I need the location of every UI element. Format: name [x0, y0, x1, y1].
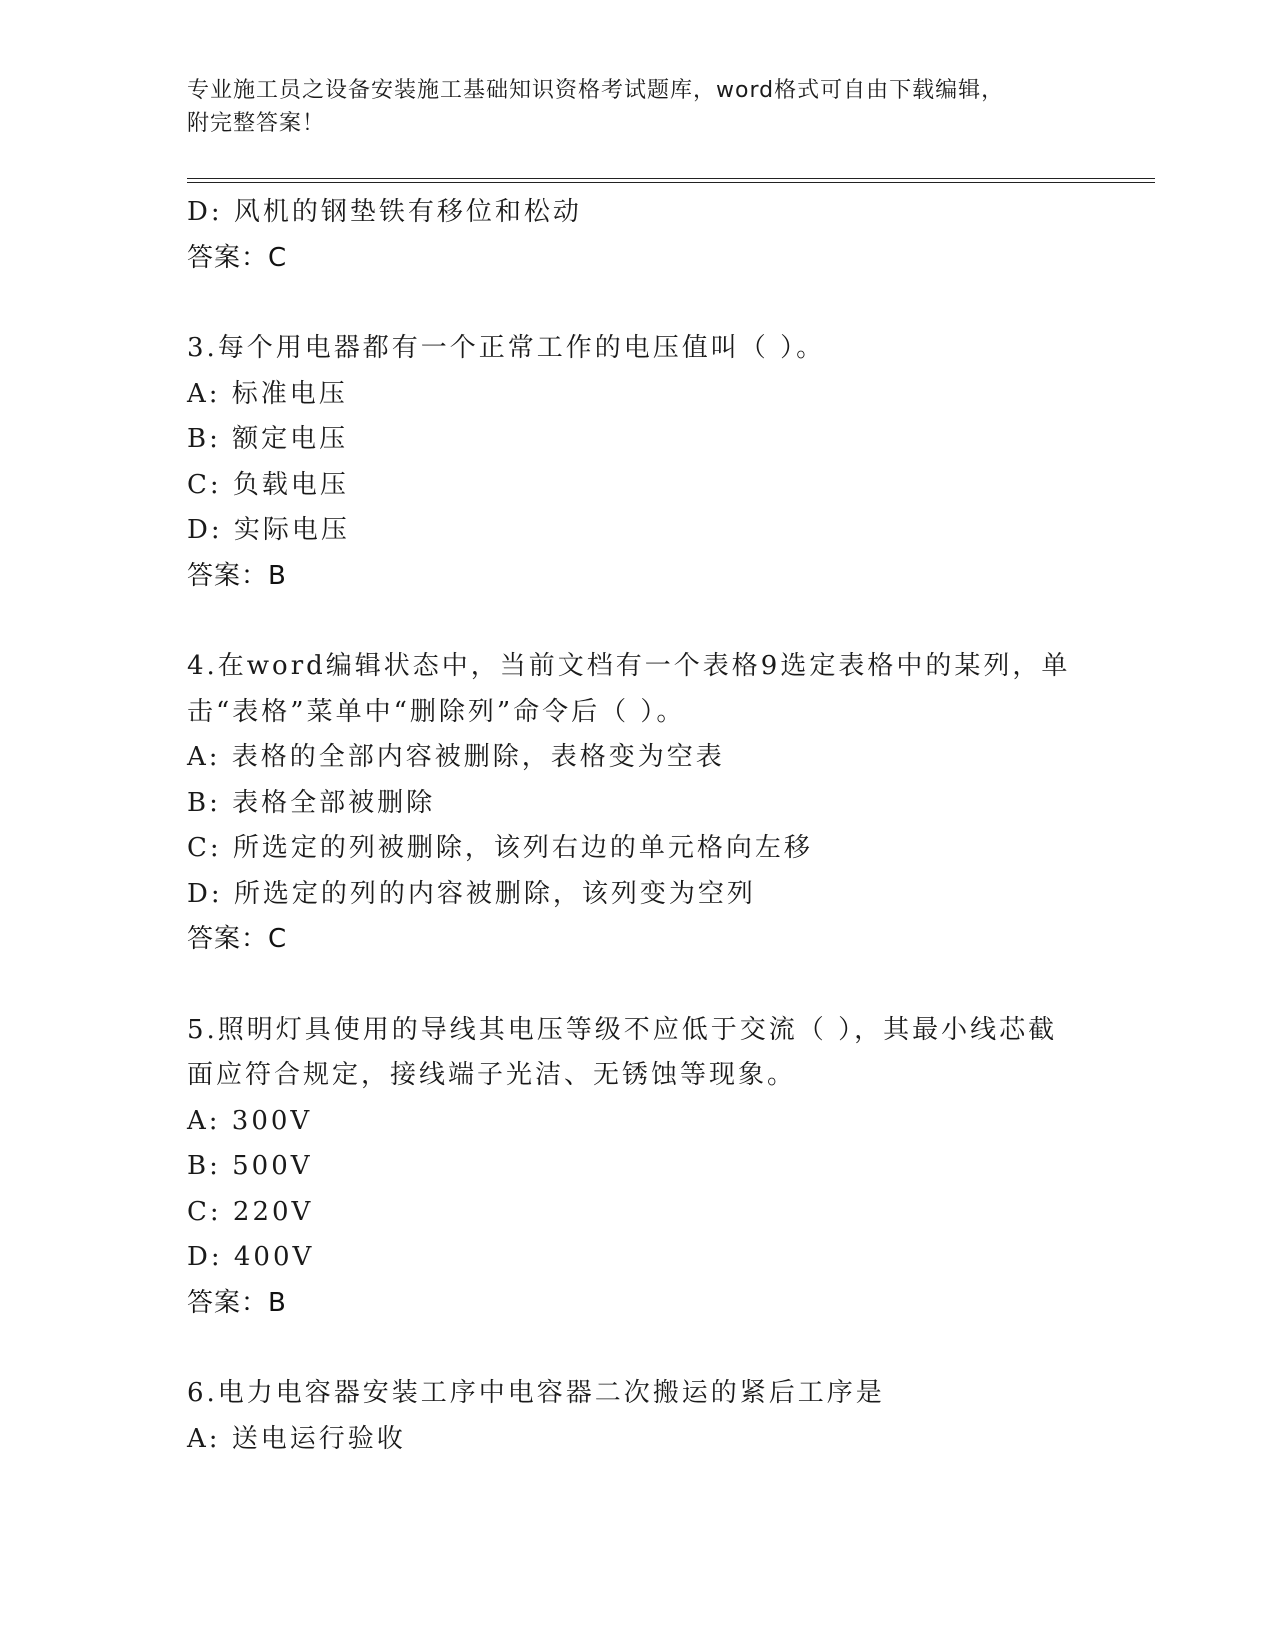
header-line-1: 专业施工员之设备安装施工基础知识资格考试题库，word格式可自由下载编辑，	[187, 78, 1005, 103]
question-stem-line-1: 5.照明灯具使用的导线其电压等级不应低于交流（ ），其最小线芯截	[187, 1014, 1058, 1045]
question-stem: 3.每个用电器都有一个正常工作的电压值叫（ ）。	[187, 333, 826, 363]
option-a: A: 300V	[187, 1105, 313, 1136]
answer-line: 答案：C	[187, 924, 288, 954]
option-b: B: 表格全部被删除	[187, 787, 436, 818]
spacer	[187, 281, 1087, 326]
header-line-2: 附完整答案！	[187, 111, 326, 136]
question-stem: 6.电力电容器安装工序中电容器二次搬运的紧后工序是	[187, 1378, 885, 1408]
option-c: C: 所选定的列被删除，该列右边的单元格向左移	[187, 833, 813, 863]
header-divider-top	[187, 178, 1155, 179]
question-list	[187, 190, 1087, 1462]
option-b: B: 额定电压	[187, 424, 349, 454]
answer-line: 答案：B	[187, 560, 287, 591]
question-stem-line-2: 击“表格”菜单中“删除列”命令后（ ）。	[187, 696, 686, 727]
option-d: D: 实际电压	[187, 515, 350, 545]
header-divider-bottom	[187, 182, 1155, 183]
option-c: C: 220V	[187, 1196, 314, 1227]
option-d: D: 风机的钢垫铁有移位和松动	[187, 197, 582, 227]
option-a: A: 送电运行验收	[187, 1423, 406, 1454]
spacer	[187, 963, 1087, 1008]
option-b: B: 500V	[187, 1151, 313, 1181]
spacer	[187, 1326, 1087, 1371]
question-stem-line-2: 面应符合规定，接线端子光洁、无锈蚀等现象。	[187, 1060, 797, 1090]
question-stem-line-1: 4.在word编辑状态中，当前文档有一个表格9选定表格中的某列，单	[187, 651, 1071, 681]
answer-line: 答案：C	[187, 242, 288, 273]
option-c: C: 负载电压	[187, 469, 349, 500]
option-d: D: 400V	[187, 1242, 315, 1272]
spacer	[187, 599, 1087, 644]
page-header	[187, 74, 1087, 140]
answer-line: 答案：B	[187, 1287, 287, 1318]
option-a: A: 表格的全部内容被删除，表格变为空表	[187, 742, 725, 772]
option-d: D: 所选定的列的内容被删除，该列变为空列	[187, 878, 756, 909]
option-a: A: 标准电压	[187, 378, 348, 409]
